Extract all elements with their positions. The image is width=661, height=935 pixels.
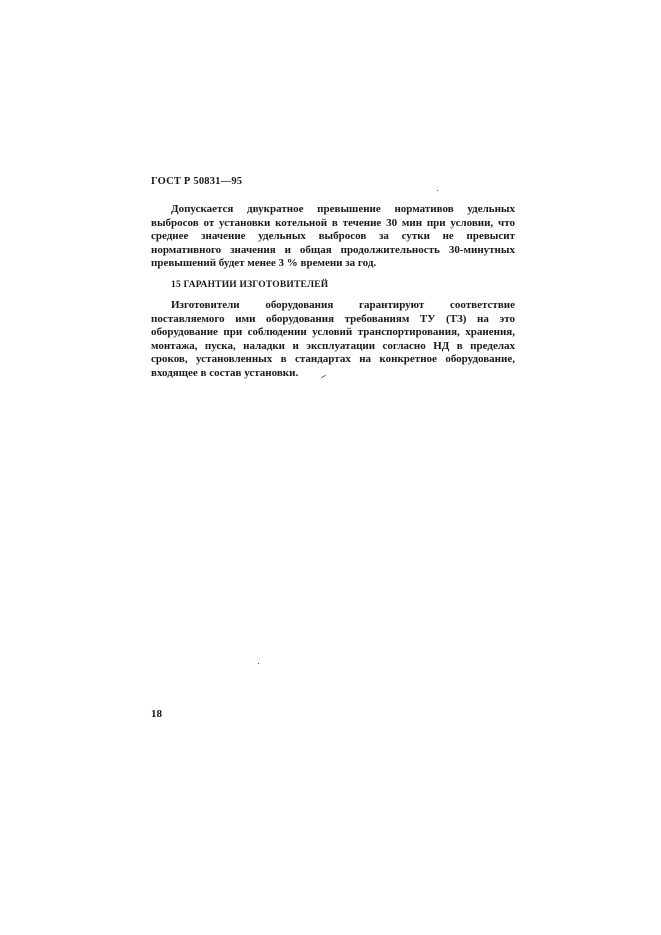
scan-speck xyxy=(437,190,438,191)
paragraph-manufacturer-guarantees: Изготовители оборудования гарантируют соответствие поставляемого ими оборудования требованиям ТУ (ТЗ) на это оборудование при соблюдении условий транспортирования, хранения, монтажа, пуска, наладки и эксплуатации согласно НД в пределах сроков, установленных в стандартах на конкретное оборудование, входящее в состав установки. xyxy=(151,299,515,379)
page-number: 18 xyxy=(151,708,162,720)
scan-speck xyxy=(258,663,259,664)
document-header-standard-code: ГОСТ Р 50831—95 xyxy=(151,176,243,187)
paragraph-emission-exceedance: Допускается двукратное превышение нормативов удельных выбросов от установки котельной в течение 30 мин при условии, что среднее значение удельных выбросов за сутки не превысит нормативного значения и общая продолжительность 30-минутных превышений будет менее 3 % времени за год. xyxy=(151,203,515,270)
section-heading-manufacturer-guarantees: 15 ГАРАНТИИ ИЗГОТОВИТЕЛЕЙ xyxy=(171,280,329,290)
